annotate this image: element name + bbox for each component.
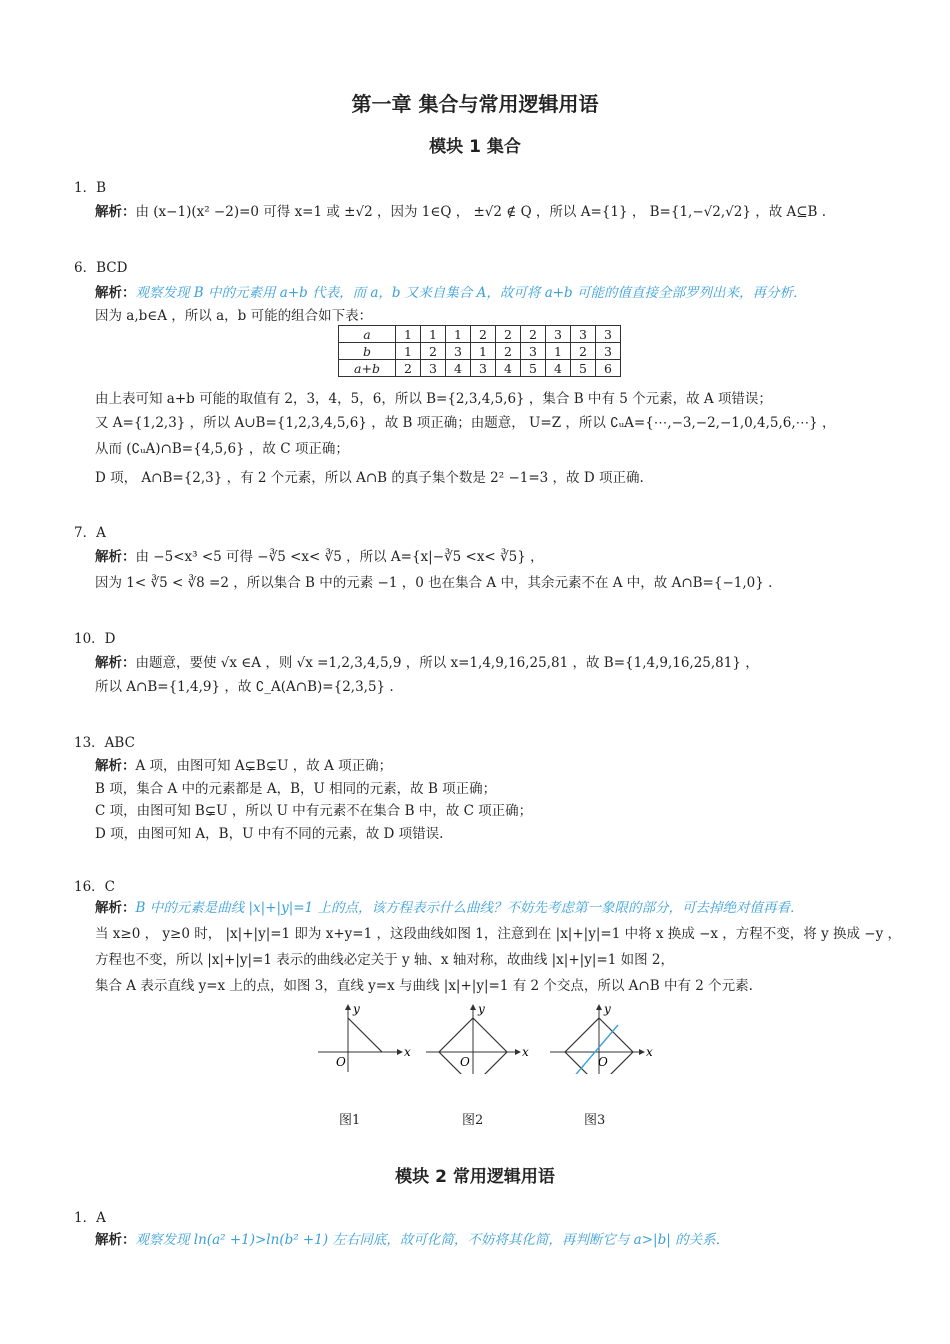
solution-text: 方程也不变，所以 |x|+|y|=1 表示的曲线必定关于 y 轴、x 轴对称，故曲线 |x|+|y|=1 如图 2， [95,952,674,968]
logic-problem-1-answer: 1．A [74,1210,106,1226]
solution-text: 由 (x−1)(x² −2)=0 可得 x=1 或 ±√2 ，因为 1∈Q ， ±√2 ∉ Q ，所以 A={1} ， B={1,−√2,√2} ，故 A⊆B . [135,204,827,220]
solution-text: B 项，集合 A 中的元素都是 A，B，U 相同的元素，故 B 项正确； [95,781,497,797]
table-row [339,326,621,343]
problem-10-solution [95,651,759,671]
table-cell: 1 [396,343,421,360]
table-cell: 5 [521,360,546,377]
solution-text: A 项，由图可知 A⊊B⊊U ，故 A 项正确； [135,758,393,774]
page-title: 第一章 集合与常用逻辑用语 [351,92,599,116]
problem-1-answer: 1．B [74,180,107,196]
table-row [339,343,621,360]
table-cell: 1 [421,326,446,343]
solution-text: 因为 1< ∛5 < ∛8 =2 ，所以集合 B 中的元素 −1 ，0 也在集合 A 中，其余元素不在 A 中，故 A∩B={−1,0} . [95,575,773,591]
solution-text: D 项，由图可知 A，B，U 中有不同的元素，故 D 项错误. [95,826,444,842]
figure-2-diamond [422,1002,542,1074]
table-header: a [339,326,396,343]
table-cell: 3 [596,326,621,343]
table-cell: 1 [471,343,496,360]
solution-text: C 项，由图可知 B⊊U ，所以 U 中有元素不在集合 B 中，故 C 项正确； [95,803,533,819]
solution-text: 由 −5<x³ <5 可得 −∛5 <x< ∛5 ，所以 A={x|−∛5 <x< ∛5} ， [135,549,544,565]
figure-3-diamond-with-line [546,1002,666,1074]
axis-x-label: x [646,1045,653,1059]
solution-text: 由题意，要使 √x ∈A ，则 √x =1,2,3,4,5,9 ，所以 x=1,4,9,16,25,81 ，故 B={1,4,9,16,25,81} ， [135,655,759,671]
problem-7-answer: 7．A [74,525,106,541]
axis-x-label: x [522,1045,529,1059]
table-cell: 2 [521,326,546,343]
module-2-heading: 模块 2 常用逻辑用语 [395,1167,555,1187]
problem-13-solution [95,754,392,774]
table-cell: 5 [571,360,596,377]
table-cell: 1 [396,326,421,343]
table-row [339,360,621,377]
table-cell: 2 [496,343,521,360]
solution-text: D 项， A∩B={2,3} ，有 2 个元素，所以 A∩B 的真子集个数是 2² −1=3 ，故 D 项正确. [95,470,644,486]
figure-1-first-quadrant-segment [316,1002,416,1074]
axis-y-label: y [353,1002,360,1016]
table-cell: 3 [446,343,471,360]
table-cell: 3 [521,343,546,360]
solution-text: 从而 (∁ᵤA)∩B={4,5,6} ，故 C 项正确； [95,441,349,457]
analysis-label: 解析： [95,285,136,301]
combination-table [338,325,621,377]
table-cell: 2 [571,343,596,360]
problem-13-answer: 13．ABC [74,735,135,751]
solution-text: 由上表可知 a+b 可能的取值有 2，3，4，5，6，所以 B={2,3,4,5,6} ，集合 B 中有 5 个元素，故 A 项错误； [95,391,772,407]
logic-problem-1-hint-line [95,1228,729,1248]
solution-text: 又 A={1,2,3} ，所以 A∪B={1,2,3,4,5,6} ，故 B 项正确；由题意， U=Z ，所以 ∁ᵤA={⋯,−3,−2,−1,0,4,5,6,⋯} ， [95,415,836,431]
figure-2-caption: 图2 [462,1113,484,1128]
table-cell: 6 [596,360,621,377]
table-cell: 2 [396,360,421,377]
problem-6-hint-line [95,281,806,301]
analysis-label: 解析： [95,1232,136,1248]
module-1-heading: 模块 1 集合 [429,137,521,157]
solution-text: 集合 A 表示直线 y=x 上的点，如图 3，直线 y=x 与曲线 |x|+|y|=1 有 2 个交点，所以 A∩B 中有 2 个元素. [95,978,753,994]
table-cell: 3 [596,343,621,360]
table-cell: 3 [546,326,571,343]
hint-text: 观察发现 B 中的元素用 a+b 代表，而 a，b 又来自集合 A，故可将 a+b 可能的值直接全部罗列出来，再分析． [135,285,807,301]
solution-text: 当 x≥0 ， y≥0 时， |x|+|y|=1 即为 x+y=1 ，这段曲线如图 1，注意到在 |x|+|y|=1 中将 x 换成 −x ，方程不变，将 y 换成 −y ， [95,926,902,942]
problem-10-answer: 10．D [74,631,116,647]
table-cell: 3 [571,326,596,343]
analysis-label: 解析： [95,758,136,774]
solution-text: 所以 A∩B={1,4,9} ，故 ∁_A(A∩B)={2,3,5} . [95,679,394,695]
problem-7-solution [95,545,544,565]
origin-label: O [336,1055,346,1069]
table-cell: 2 [496,326,521,343]
analysis-label: 解析： [95,655,136,671]
axis-y-label: y [604,1002,611,1016]
axis-y-label: y [478,1002,485,1016]
problem-6-answer: 6．BCD [74,260,128,276]
problem-1-solution [95,200,826,220]
origin-label: O [460,1055,470,1069]
analysis-label: 解析： [95,204,136,220]
table-cell: 2 [471,326,496,343]
table-cell: 3 [471,360,496,377]
table-cell: 4 [446,360,471,377]
figure-3-caption: 图3 [584,1113,606,1128]
hint-text: 观察发现 ln(a² +1)>ln(b² +1) 左右同底，故可化简，不妨将其化简，再判断它与 a>|b| 的关系． [135,1232,730,1248]
table-cell: 4 [496,360,521,377]
axis-x-label: x [404,1045,411,1059]
table-cell: 3 [421,360,446,377]
analysis-label: 解析： [95,549,136,565]
figure-1-caption: 图1 [339,1113,361,1128]
problem-16-hint-line [95,896,803,916]
table-cell: 1 [546,343,571,360]
problem-16-answer: 16．C [74,879,116,895]
hint-text: B 中的元素是曲线 |x|+|y|=1 上的点，该方程表示什么曲线？不妨先考虑第一象限的部分，可去掉绝对值再看． [135,900,804,916]
solution-text: 因为 a,b∈A ，所以 a，b 可能的组合如下表： [95,308,373,324]
table-cell: 4 [546,360,571,377]
analysis-label: 解析： [95,900,136,916]
table-header: b [339,343,396,360]
table-cell: 2 [421,343,446,360]
origin-label: O [598,1055,608,1069]
table-header: a+b [339,360,396,377]
table-cell: 1 [446,326,471,343]
